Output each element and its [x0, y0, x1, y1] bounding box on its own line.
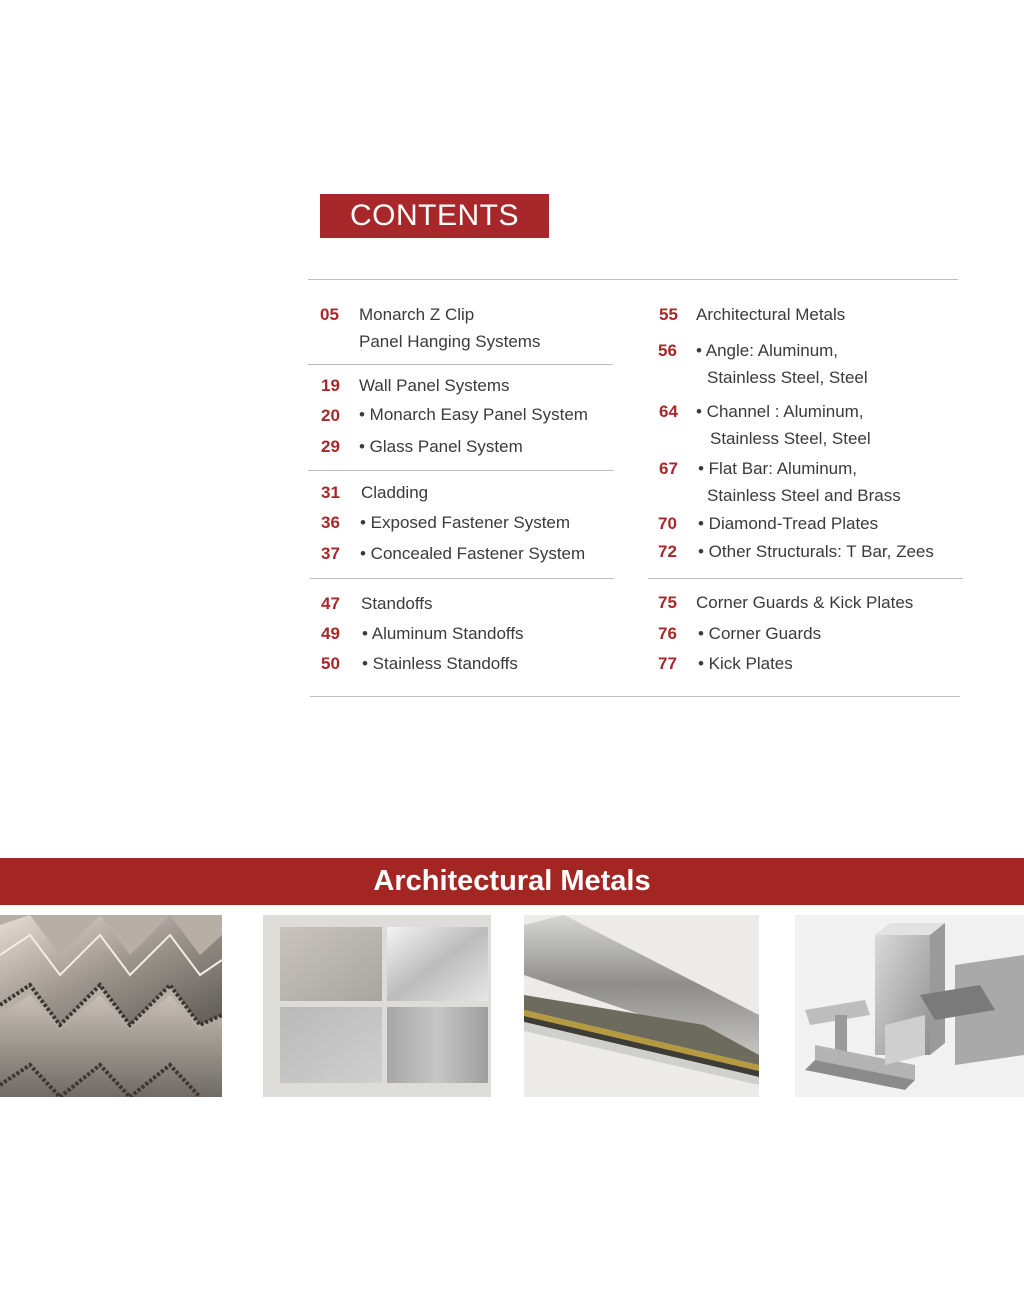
toc-entry-title: Standoffs	[361, 594, 433, 613]
toc-entry-title: Cladding	[361, 483, 429, 502]
divider-top	[308, 279, 958, 280]
toc-page-number: 47	[321, 594, 340, 613]
toc-page-number: 64	[659, 402, 678, 421]
toc-page-number: 67	[659, 459, 678, 478]
toc-entry-title: • Monarch Easy Panel System	[359, 405, 588, 424]
toc-entry-title: Stainless Steel, Steel	[710, 429, 871, 448]
metal-sheet-samples-photo	[263, 915, 491, 1097]
toc-entry-title: Monarch Z Clip	[359, 305, 475, 324]
toc-entry-title: • Flat Bar: Aluminum,	[698, 459, 858, 478]
toc-page-number: 31	[321, 483, 340, 502]
toc-entry-title: • Corner Guards	[698, 624, 822, 643]
divider-left-3	[310, 578, 614, 579]
divider-left-2	[308, 470, 614, 471]
toc-entry-title: Panel Hanging Systems	[359, 332, 541, 351]
toc-page-number: 19	[321, 376, 340, 395]
toc-entry-title: • Kick Plates	[698, 654, 793, 673]
toc-page-number: 77	[658, 654, 677, 673]
toc-page-number: 20	[321, 406, 340, 425]
divider-left-1	[308, 364, 613, 365]
flat-bar-photo	[524, 915, 759, 1097]
contents-title: CONTENTS	[320, 194, 549, 238]
divider-right-1	[648, 578, 963, 579]
aluminum-angles-photo	[0, 915, 222, 1097]
toc-entry-title: Corner Guards & Kick Plates	[696, 593, 914, 612]
toc-entry-title: • Angle: Aluminum,	[696, 341, 839, 360]
toc-entry-title: Wall Panel Systems	[359, 376, 510, 395]
toc-entry-title: Stainless Steel, Steel	[707, 368, 868, 387]
toc-entry-title: • Other Structurals: T Bar, Zees	[698, 542, 934, 561]
toc-page-number: 55	[659, 305, 678, 324]
toc-entry-title: • Exposed Fastener System	[360, 513, 571, 532]
banner-title: Architectural Metals	[373, 865, 651, 897]
toc-page-number: 75	[658, 593, 677, 612]
toc-entry-title: • Concealed Fastener System	[360, 544, 586, 563]
structural-shapes-photo	[795, 915, 1024, 1097]
divider-bottom	[310, 696, 960, 697]
toc-entry-title: Architectural Metals	[696, 305, 846, 324]
toc-page-number: 49	[321, 624, 340, 643]
toc-page-number: 50	[321, 654, 340, 673]
toc-page-number: 37	[321, 544, 340, 563]
toc-entry-title: • Channel : Aluminum,	[696, 402, 864, 421]
toc-entry-title: Stainless Steel and Brass	[707, 486, 901, 505]
toc-page-number: 56	[658, 341, 677, 360]
section-banner	[0, 858, 1024, 905]
toc-entry-title: • Diamond-Tread Plates	[698, 514, 879, 533]
toc-entry-title: • Glass Panel System	[359, 437, 523, 456]
toc-page-number: 05	[320, 305, 339, 324]
toc-page-number: 70	[658, 514, 677, 533]
toc-page-number: 36	[321, 513, 340, 532]
toc-entry-title: • Stainless Standoffs	[362, 654, 518, 673]
toc-page-number: 76	[658, 624, 677, 643]
toc-page-number: 72	[658, 542, 677, 561]
toc-entry-title: • Aluminum Standoffs	[362, 624, 524, 643]
toc-page-number: 29	[321, 437, 340, 456]
